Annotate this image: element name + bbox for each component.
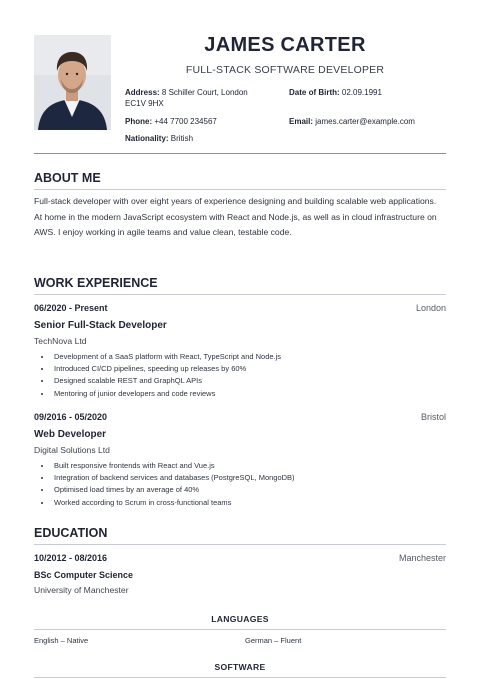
- education-degree: BSc Computer Science: [34, 570, 134, 580]
- education-location: Manchester: [398, 553, 446, 563]
- nationality-label: Nationality:: [125, 134, 169, 143]
- candidate-name: JAMES CARTER: [204, 34, 366, 56]
- address-info: [125, 87, 275, 109]
- experience-heading: WORK EXPERIENCE: [34, 276, 158, 290]
- job-dates: 06/2020 - Present: [34, 303, 108, 313]
- education-dates: 10/2012 - 08/2016: [34, 553, 108, 563]
- education-school: University of Manchester: [34, 585, 129, 595]
- job-location: Bristol: [420, 412, 446, 422]
- language-item: German – Fluent: [245, 636, 302, 645]
- dob-info: [289, 87, 449, 98]
- person-photo-icon: [34, 35, 111, 130]
- education-divider: [34, 544, 446, 545]
- software-divider: [34, 677, 446, 678]
- email-value: james.carter@example.com: [315, 117, 415, 126]
- address-label: Address:: [125, 88, 160, 97]
- dob-label: Date of Birth:: [289, 88, 340, 97]
- list-item: • Designed scalable REST and GraphQL APIs: [52, 375, 446, 387]
- education-heading: EDUCATION: [34, 526, 108, 540]
- email-info: [289, 116, 449, 127]
- phone-value: +44 7700 234567: [154, 117, 217, 126]
- list-item: • Worked according to Scrum in cross-functional teams: [52, 497, 446, 509]
- about-heading: ABOUT ME: [34, 171, 101, 185]
- list-item: • Mentoring of junior developers and code reviews: [52, 388, 446, 400]
- address-line2: EC1V 9HX: [125, 99, 164, 108]
- job-company: Digital Solutions Ltd: [34, 445, 110, 455]
- list-item: • Development of a SaaS platform with React, TypeScript and Node.js: [52, 351, 446, 363]
- phone-info: [125, 116, 275, 127]
- job-dates: 09/2016 - 05/2020: [34, 412, 108, 422]
- job-bullets: [34, 460, 446, 509]
- job-location: London: [415, 303, 446, 313]
- candidate-title: FULL-STACK SOFTWARE DEVELOPER: [185, 64, 385, 76]
- software-heading: SOFTWARE: [214, 662, 266, 672]
- list-item: • Integration of backend services and databases (PostgreSQL, MongoDB): [52, 472, 446, 484]
- profile-photo: [34, 35, 111, 130]
- languages-divider: [34, 629, 446, 630]
- dob-value: 02.09.1991: [341, 88, 382, 97]
- job-title: Senior Full-Stack Developer: [34, 320, 167, 331]
- language-item: English – Native: [34, 636, 89, 645]
- job-company: TechNova Ltd: [34, 336, 87, 346]
- nationality-value: British: [170, 134, 194, 143]
- job-bullets: [34, 351, 446, 400]
- list-item: • Introduced CI/CD pipelines, speeding up releases by 60%: [52, 363, 446, 375]
- address-line1: 8 Schiller Court, London: [161, 88, 248, 97]
- experience-divider: [34, 294, 446, 295]
- about-text: Full-stack developer with over eight years of experience designing and building scalable web applications. At home in the modern JavaScript ecosystem with React and Node.js, as well as in cloud infrastructure on AWS. I enjoy working in agile teams and value clean, testable code.: [34, 196, 437, 237]
- nationality-info: [125, 133, 275, 144]
- languages-heading: LANGUAGES: [211, 614, 269, 624]
- email-label: Email:: [289, 117, 314, 126]
- list-item: • Built responsive frontends with React and Vue.js: [52, 460, 446, 472]
- header-divider: [34, 153, 446, 154]
- job-title: Web Developer: [34, 429, 107, 440]
- phone-label: Phone:: [125, 117, 153, 126]
- about-divider: [34, 189, 446, 190]
- list-item: • Optimised load times by an average of 40%: [52, 484, 446, 496]
